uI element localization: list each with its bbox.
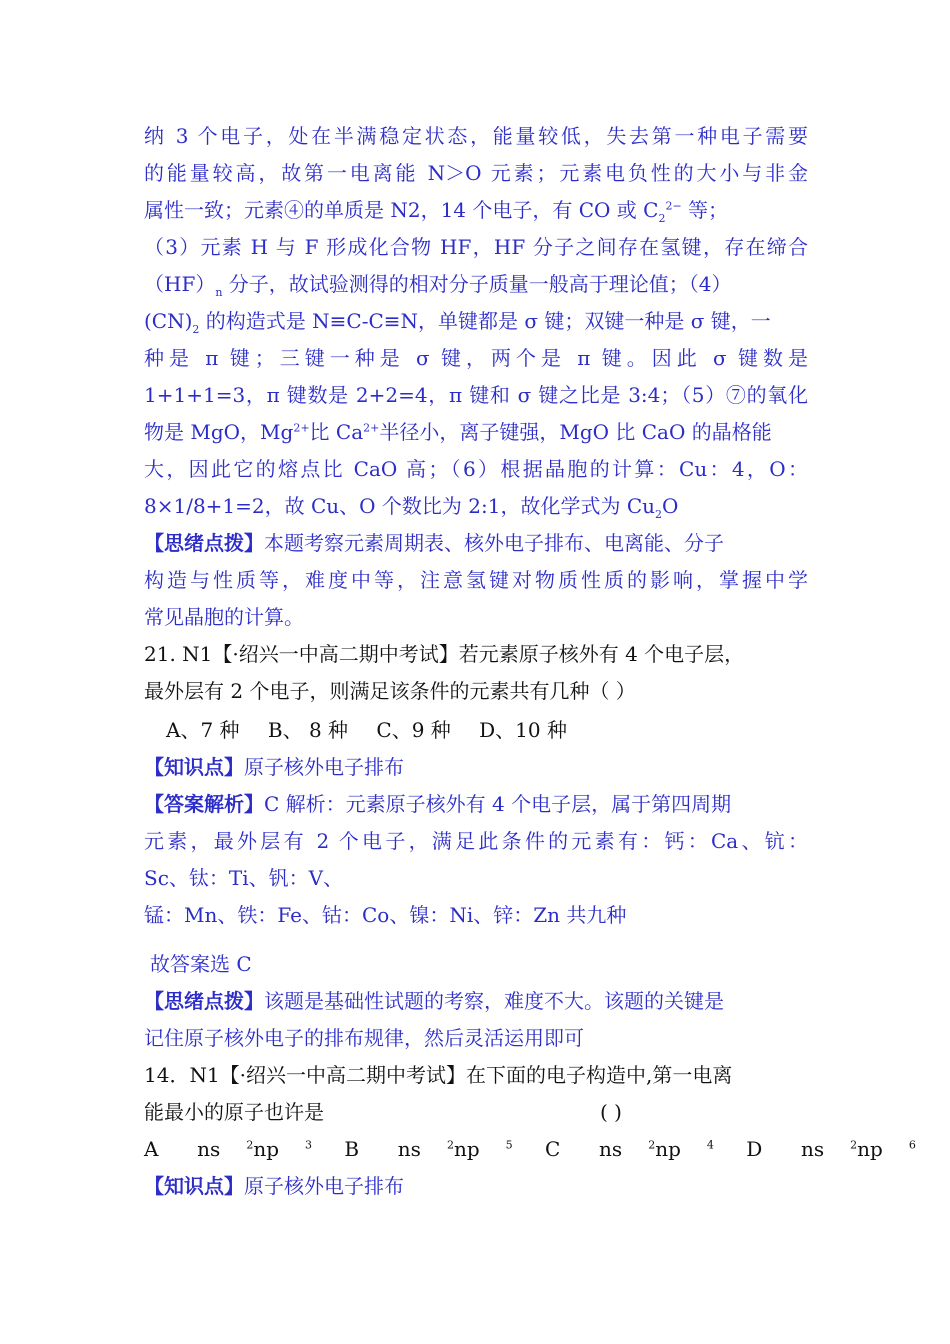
analysis-line bbox=[144, 233, 808, 261]
superscript: 3 bbox=[305, 1138, 313, 1152]
analysis-text: （3）元素 H 与 F 形成化合物 HF，HF 分子之间存在氢键，存在缔合 bbox=[144, 235, 808, 259]
answer-text: 故答案选 C bbox=[150, 952, 252, 976]
analysis-line bbox=[144, 455, 808, 483]
choice-letter: C bbox=[545, 1137, 561, 1161]
answer-text: 锰：Mn、铁：Fe、钴：Co、镍：Ni、锌：Zn 共九种 bbox=[144, 903, 627, 927]
tip-line bbox=[144, 566, 808, 594]
analysis-text: O bbox=[662, 494, 679, 518]
analysis-text: 大，因此它的熔点比 CaO 高；（6）根据晶胞的计算：Cu：4，O： bbox=[144, 457, 808, 481]
superscript: 2+ bbox=[363, 421, 380, 435]
choice-letter: D bbox=[746, 1137, 763, 1161]
superscript: 2 bbox=[648, 1138, 656, 1152]
analysis-text: 的构造式是 N≡C-C≡N，单键都是 σ 键；双键一种是 σ 键，一 bbox=[199, 309, 771, 333]
subscript: 2 bbox=[192, 323, 200, 336]
question-21-options bbox=[166, 716, 830, 744]
answer-label: 【答案解析】 bbox=[144, 792, 264, 816]
choice-d bbox=[746, 1137, 916, 1161]
option-d: D、10 种 bbox=[479, 718, 567, 742]
answer-line bbox=[144, 790, 808, 818]
analysis-line bbox=[144, 344, 808, 372]
analysis-text: 比 Ca bbox=[309, 420, 364, 444]
choice-a bbox=[144, 1137, 312, 1161]
analysis-line bbox=[144, 159, 808, 187]
choice-term: ns bbox=[397, 1137, 421, 1161]
analysis-line bbox=[144, 381, 808, 409]
choice-term: ns bbox=[197, 1137, 221, 1161]
analysis-text: 种是 π 键；三键一种是 σ 键，两个是 π 键。因此 σ 键数是 bbox=[144, 346, 808, 370]
tip-text: 记住原子核外电子的排布规律，然后灵活运用即可 bbox=[144, 1026, 584, 1050]
choice-term: np bbox=[253, 1137, 280, 1161]
analysis-line bbox=[144, 122, 808, 150]
knowledge-text: 原子核外电子排布 bbox=[244, 755, 404, 779]
knowledge-point bbox=[144, 1172, 808, 1200]
choice-letter: A bbox=[144, 1137, 159, 1161]
superscript: 2 bbox=[446, 1138, 454, 1152]
knowledge-text: 原子核外电子排布 bbox=[244, 1174, 404, 1198]
question-text: 21. N1【·绍兴一中高二期中考试】若元素原子核外有 4 个电子层， bbox=[144, 642, 745, 666]
analysis-text: 属性一致；元素④的单质是 N2，14 个电子，有 CO 或 C bbox=[144, 198, 659, 222]
tip-label: 【思绪点拨】 bbox=[144, 531, 264, 555]
subscript: n bbox=[215, 286, 223, 299]
choice-term: np bbox=[453, 1137, 480, 1161]
analysis-text: (CN) bbox=[144, 309, 193, 333]
superscript: 2− bbox=[665, 199, 682, 213]
subscript: 2 bbox=[655, 508, 663, 521]
answer-bracket: ( ) bbox=[600, 1100, 622, 1124]
answer-conclusion bbox=[150, 950, 814, 978]
tip-text: 该题是基础性试题的考察，难度不大。该题的关键是 bbox=[264, 989, 724, 1013]
option-c: C、9 种 bbox=[376, 718, 451, 742]
analysis-text: 8×1/8+1=2，故 Cu、O 个数比为 2:1，故化学式为 Cu bbox=[144, 494, 656, 518]
question-14-stem bbox=[144, 1061, 808, 1089]
question-21-stem bbox=[144, 677, 808, 705]
answer-line bbox=[144, 864, 808, 892]
analysis-text: 物是 MgO，Mg bbox=[144, 420, 294, 444]
analysis-line bbox=[144, 307, 808, 335]
answer-line bbox=[144, 827, 808, 855]
tip-text: 常见晶胞的计算。 bbox=[144, 605, 304, 629]
tip-line bbox=[144, 603, 808, 631]
analysis-text: （HF） bbox=[144, 272, 216, 296]
option-a: A、7 种 bbox=[166, 718, 240, 742]
tip-line bbox=[144, 1024, 808, 1052]
analysis-text: 的能量较高，故第一电离能 N＞O 元素；元素电负性的大小与非金 bbox=[144, 161, 808, 185]
subscript: 2 bbox=[658, 212, 666, 225]
analysis-text: 半径小，离子键强，MgO 比 CaO 的晶格能 bbox=[379, 420, 772, 444]
tip-text: 构造与性质等，难度中等，注意氢键对物质性质的影响，掌握中学 bbox=[144, 568, 808, 592]
knowledge-point bbox=[144, 753, 808, 781]
choice-b bbox=[344, 1137, 512, 1161]
superscript: 5 bbox=[505, 1138, 513, 1152]
analysis-line bbox=[144, 492, 808, 520]
option-b: B、 8 种 bbox=[267, 718, 349, 742]
answer-text: C 解析：元素原子核外有 4 个电子层，属于第四周期 bbox=[264, 792, 732, 816]
tip-text: 本题考察元素周期表、核外电子排布、电离能、分子 bbox=[264, 531, 724, 555]
analysis-line bbox=[144, 270, 808, 298]
choice-term: np bbox=[857, 1137, 883, 1161]
analysis-text: 纳 3 个电子，处在半满稳定状态，能量较低，失去第一种电子需要 bbox=[144, 124, 808, 148]
question-21-stem bbox=[144, 640, 808, 668]
choice-c bbox=[545, 1137, 714, 1161]
tip-label: 【思绪点拨】 bbox=[144, 989, 264, 1013]
superscript: 2 bbox=[850, 1138, 858, 1152]
superscript: 4 bbox=[706, 1138, 714, 1152]
superscript: 6 bbox=[908, 1138, 916, 1152]
answer-text: Sc、钛：Ti、钒：V、 bbox=[144, 866, 344, 890]
question-text: 14．N1【·绍兴一中高二期中考试】在下面的电子构造中,第一电离 bbox=[144, 1063, 733, 1087]
choice-term: np bbox=[655, 1137, 681, 1161]
analysis-text: 1+1+1=3，π 键数是 2+2=4，π 键和 σ 键之比是 3:4；（5）⑦的氧化 bbox=[144, 383, 808, 407]
answer-text: 元素，最外层有 2 个电子，满足此条件的元素有：钙：Ca、钪： bbox=[144, 829, 808, 853]
question-text: 最外层有 2 个电子，则满足该条件的元素共有几种（ ） bbox=[144, 679, 636, 703]
knowledge-label: 【知识点】 bbox=[144, 1174, 244, 1198]
analysis-text: 分子，故试验测得的相对分子质量一般高于理论值；（4） bbox=[222, 272, 732, 296]
question-14-stem bbox=[144, 1098, 808, 1126]
tip-line bbox=[144, 987, 808, 1015]
question-text: 能最小的原子也许是 bbox=[144, 1100, 324, 1124]
analysis-line bbox=[144, 196, 808, 224]
choice-term: ns bbox=[801, 1137, 825, 1161]
analysis-line bbox=[144, 418, 808, 446]
tip-line bbox=[144, 529, 808, 557]
knowledge-label: 【知识点】 bbox=[144, 755, 244, 779]
choice-letter: B bbox=[344, 1137, 360, 1161]
superscript: 2 bbox=[246, 1138, 254, 1152]
analysis-text: 等； bbox=[681, 198, 729, 222]
choice-term: ns bbox=[599, 1137, 623, 1161]
answer-line bbox=[144, 901, 808, 929]
question-14-choices bbox=[144, 1135, 916, 1163]
superscript: 2+ bbox=[293, 421, 310, 435]
